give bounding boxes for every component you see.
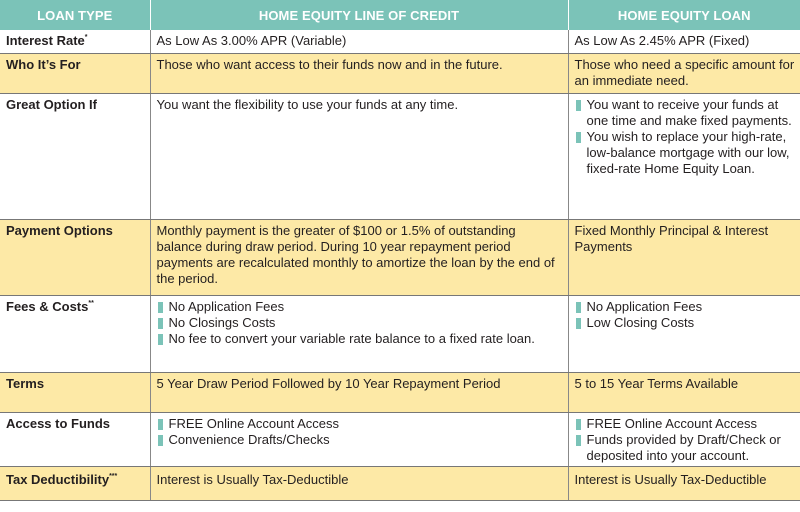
header-heloc: HOME EQUITY LINE OF CREDIT [150,0,568,30]
footnote-mark: ** [88,300,94,307]
list-item: No Application Fees [575,299,796,315]
loan-cell [568,94,800,220]
square-bullet-icon [158,435,163,446]
heloc-cell: You want the flexibility to use your funds at any time. [150,94,568,220]
list-item: Convenience Drafts/Checks [157,432,563,448]
row-label: Who It’s For [0,54,150,94]
loan-cell [568,296,800,373]
label-text: Tax Deductibility [6,472,110,487]
heloc-cell [150,413,568,467]
square-bullet-icon [576,318,581,329]
loan-cell: Those who need a specific amount for an immediate need. [568,54,800,94]
row-label: Terms [0,373,150,413]
list-item: Funds provided by Draft/Check or deposited into your account. [575,432,796,464]
header-loan-type: LOAN TYPE [0,0,150,30]
bullet-list [575,97,796,177]
row-terms [0,373,800,413]
row-fees-costs [0,296,800,373]
list-item: No Closings Costs [157,315,563,331]
row-who-its-for [0,54,800,94]
row-label [0,296,150,373]
list-item: Low Closing Costs [575,315,796,331]
row-label: Great Option If [0,94,150,220]
square-bullet-icon [576,132,581,143]
list-item: No Application Fees [157,299,563,315]
bullet-list [157,299,563,347]
row-label [0,30,150,54]
row-label: Access to Funds [0,413,150,467]
row-access-to-funds [0,413,800,467]
loan-cell: Interest is Usually Tax-Deductible [568,467,800,501]
square-bullet-icon [158,302,163,313]
square-bullet-icon [158,334,163,345]
loan-cell: Fixed Monthly Principal & Interest Payments [568,220,800,296]
loan-cell [568,413,800,467]
row-interest-rate [0,30,800,54]
loan-cell: As Low As 2.45% APR (Fixed) [568,30,800,54]
label-text: Interest Rate [6,33,85,48]
heloc-cell: Monthly payment is the greater of $100 or 1.5% of outstanding balance during draw period. During 10 year repayment period payments are recalculated monthly to amortize the loan by the end of the period. [150,220,568,296]
heloc-cell [150,296,568,373]
bullet-list [575,299,796,331]
loan-cell: 5 to 15 Year Terms Available [568,373,800,413]
square-bullet-icon [576,435,581,446]
list-item: No fee to convert your variable rate balance to a fixed rate loan. [157,331,563,347]
heloc-cell: Interest is Usually Tax-Deductible [150,467,568,501]
list-item: You wish to replace your high-rate, low-balance mortgage with our low, fixed-rate Home Equity Loan. [575,129,796,177]
row-payment-options [0,220,800,296]
row-great-option [0,94,800,220]
heloc-cell: As Low As 3.00% APR (Variable) [150,30,568,54]
heloc-cell: Those who want access to their funds now and in the future. [150,54,568,94]
square-bullet-icon [576,302,581,313]
bullet-list [157,416,563,448]
square-bullet-icon [158,318,163,329]
footnote-mark: * [84,34,88,41]
square-bullet-icon [576,100,581,111]
footnote-mark: *** [109,473,118,480]
heloc-cell: 5 Year Draw Period Followed by 10 Year Repayment Period [150,373,568,413]
row-label: Payment Options [0,220,150,296]
bullet-list [575,416,796,464]
header-row [0,0,800,30]
row-label [0,467,150,501]
header-home-equity-loan: HOME EQUITY LOAN [568,0,800,30]
list-item: FREE Online Account Access [575,416,796,432]
label-text: Fees & Costs [6,299,89,314]
square-bullet-icon [158,419,163,430]
list-item: You want to receive your funds at one time and make fixed payments. [575,97,796,129]
row-tax-deductibility [0,467,800,501]
square-bullet-icon [576,419,581,430]
list-item: FREE Online Account Access [157,416,563,432]
